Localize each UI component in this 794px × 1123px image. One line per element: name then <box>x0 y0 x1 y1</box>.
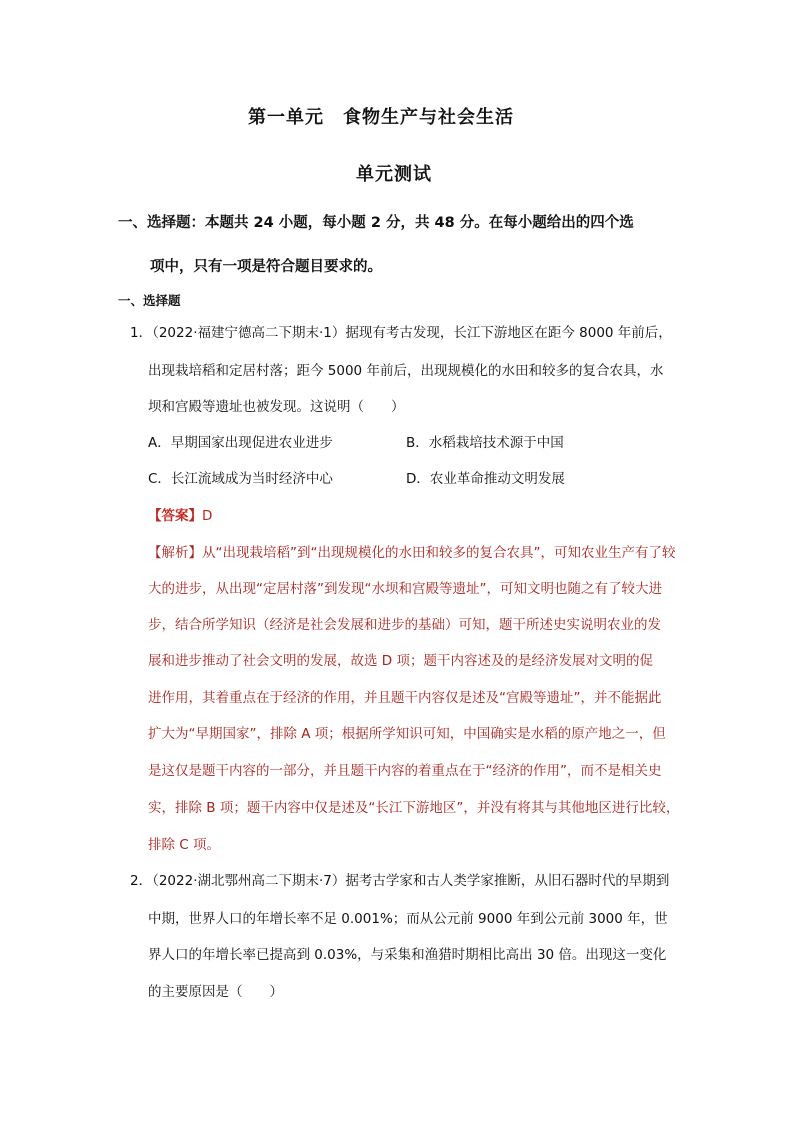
analysis-line: 实，排除 B 项；题干内容中仅是述及“长江下游地区”，并没有将其与其他地区进行比较， <box>148 800 680 816</box>
analysis-line: 步，结合所学知识（经济是社会发展和进步的基础）可知，题干所述史实说明农业的发 <box>148 617 661 633</box>
instruction-line-1: 一、选择题：本题共 24 小题，每小题 2 分，共 48 分。在每小题给出的四个选 <box>118 215 634 231</box>
analysis-line: 展和进步推动了社会文明的发展，故选 D 项；题干内容述及的是经济发展对文明的促 <box>148 653 653 669</box>
doc-title: 第一单元 食物生产与社会生活 <box>248 107 514 128</box>
analysis-line: 大的进步，从出现“定居村落”到发现“水坝和宫殿等遗址”，可知文明也随之有了较大进 <box>148 581 662 597</box>
q1-option-a: A．早期国家出现促进农业进步 <box>148 435 333 451</box>
q1-option-c: C．长江流域成为当时经济中心 <box>148 471 333 487</box>
q2-line-4: 的主要原因是（ ） <box>148 984 283 1000</box>
q2-line-3: 界人口的年增长率已提高到 0.03%，与采集和渔猎时期相比高出 30 倍。出现这一变化 <box>148 947 667 963</box>
answer-value: D <box>202 508 213 524</box>
analysis-line: 【解析】从“出现栽培稻”到“出现规模化的水田和较多的复合农具”，可知农业生产有了较 <box>148 545 676 561</box>
instruction-line-2: 项中，只有一项是符合题目要求的。 <box>150 259 382 275</box>
analysis-line: 进作用，其着重点在于经济的作用，并且题干内容仅是述及“宫殿等遗址”，并不能据此 <box>148 690 662 706</box>
analysis-line: 扩大为“早期国家”，排除 A 项；根据所学知识可知，中国确实是水稻的原产地之一，但 <box>148 726 666 742</box>
section-label: 一、选择题 <box>118 293 181 308</box>
q1-line-1: 1．（2022·福建宁德高二下期末·1）据现有考古发现，长江下游地区在距今 8000 年前后， <box>130 325 672 341</box>
doc-subtitle: 单元测试 <box>356 164 432 185</box>
answer-tag: 【答案】 <box>148 508 202 524</box>
q1-line-3: 坝和宫殿等遗址也被发现。这说明（ ） <box>148 399 405 415</box>
q2-line-2: 中期，世界人口的年增长率不足 0.001%；而从公元前 9000 年到公元前 3000 年，世 <box>148 911 668 927</box>
q1-option-b: B．水稻栽培技术源于中国 <box>406 435 564 451</box>
analysis-line: 排除 C 项。 <box>148 837 221 853</box>
q1-answer <box>148 504 212 524</box>
q2-line-1: 2．（2022·湖北鄂州高二下期末·7）据考古学家和古人类学家推断，从旧石器时代的早期到 <box>130 873 670 889</box>
q1-option-d: D．农业革命推动文明发展 <box>406 471 565 487</box>
q1-line-2: 出现栽培稻和定居村落；距今 5000 年前后，出现规模化的水田和较多的复合农具，水 <box>148 363 664 379</box>
analysis-line: 是这仅是题干内容的一部分，并且题干内容的着重点在于“经济的作用”，而不是相关史 <box>148 763 662 779</box>
